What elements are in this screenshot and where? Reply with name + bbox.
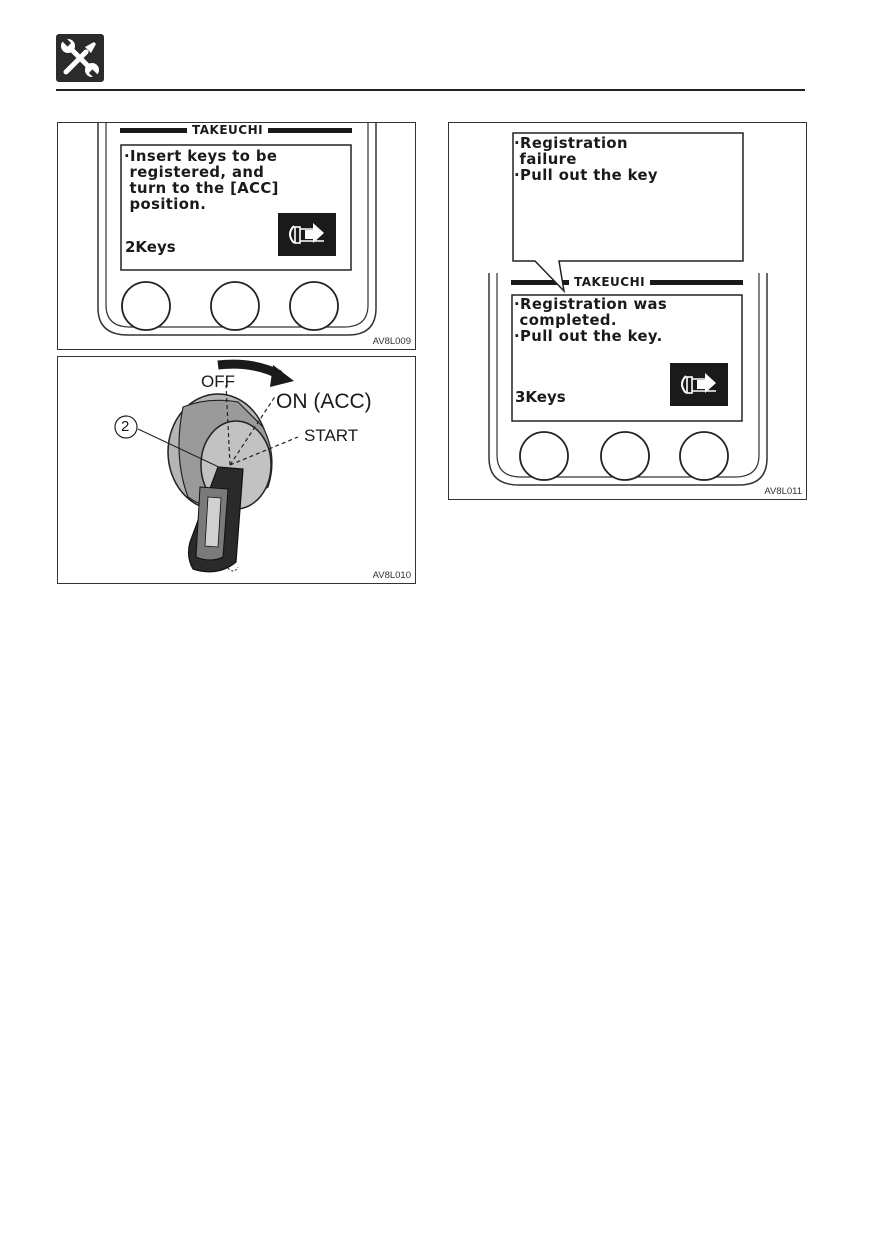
header-rule — [56, 89, 805, 91]
brand-logo: TAKEUCHI — [569, 275, 650, 289]
lcd-message: ·Registration was completed. ·Pull out the key. — [514, 296, 668, 345]
lcd-key-count: 3Keys — [515, 388, 566, 406]
key-insert-icon — [670, 363, 728, 406]
label-start: START — [304, 426, 359, 445]
callout-number: 2 — [121, 418, 130, 435]
figure-code: AV8L009 — [372, 336, 411, 347]
figure-key-switch — [57, 356, 416, 584]
wrench-screwdriver-icon — [56, 34, 104, 82]
lcd-message: ·Insert keys to be registered, and turn to the [ACC] position. — [124, 148, 279, 213]
label-off: OFF — [201, 372, 235, 391]
figure-insert-keys-display — [57, 122, 416, 350]
figure-code: AV8L010 — [372, 570, 411, 581]
lcd-key-count: 2Keys — [125, 238, 176, 256]
figure-registration-result — [448, 122, 807, 500]
label-on-acc: ON (ACC) — [276, 390, 372, 413]
brand-logo: TAKEUCHI — [187, 123, 268, 137]
balloon-message: ·Registration failure ·Pull out the key — [514, 135, 658, 184]
figure-code: AV8L011 — [764, 486, 802, 497]
key-insert-icon — [278, 213, 336, 256]
